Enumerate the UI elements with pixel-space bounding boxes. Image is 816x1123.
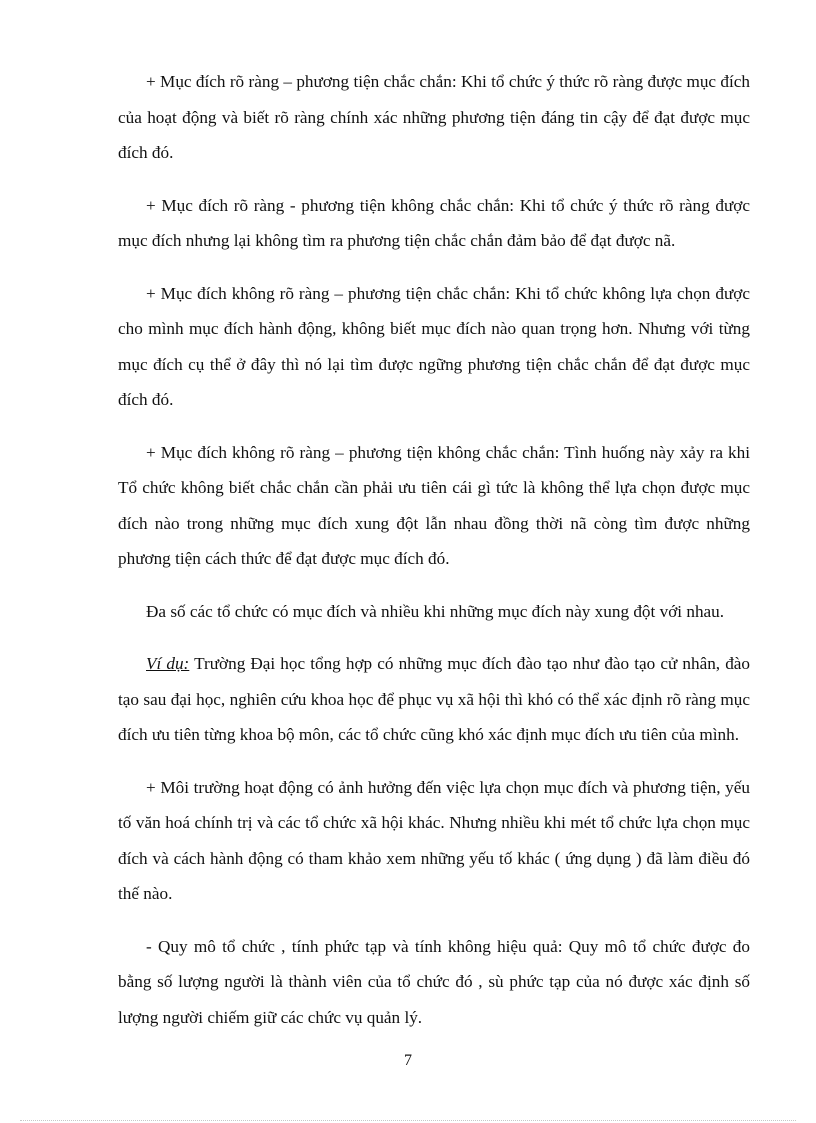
paragraph-unclear-goal-unsure-means <box>118 435 750 577</box>
paragraph-text: + Mục đích không rõ ràng – phương tiện chắc chắn: Khi tổ chức không lựa chọn được cho mình mục đích hành động, không biết mục đích nào quan trọng hơn. Nhưng với từng mục đích cụ thể ở đây thì nó lại tìm được ngững phương tiện chắc chắn để đạt được mục đích đó. <box>118 283 750 409</box>
paragraph-text: Trường Đại học tổng hợp có những mục đích đào tạo như đào tạo cử nhân, đào tạo sau đại học, nghiên cứu khoa học để phục vụ xã hội thì khó có thể xác định rõ ràng mục đích ưu tiên từng khoa bộ môn, các tổ chức cũng khó xác định mục đích ưu tiên của mình. <box>118 654 751 744</box>
paragraph-clear-goal-sure-means <box>118 64 750 171</box>
paragraph-environment <box>118 770 750 912</box>
page-bottom-divider <box>20 1120 796 1121</box>
paragraph-clear-goal-unsure-means <box>118 188 750 259</box>
example-label: Ví dụ: <box>146 654 190 673</box>
paragraph-text: - Quy mô tổ chức , tính phức tạp và tính không hiệu quả: Quy mô tổ chức được đo bằng số lượng người là thành viên của tổ chức đó , sù phức tạp của nó được xác định số lượng người chiếm giữ các chức vụ quản lý. <box>118 936 750 1027</box>
paragraph-text: + Môi trường hoạt động có ảnh hưởng đến việc lựa chọn mục đích và phương tiện, yếu tố văn hoá chính trị và các tổ chức xã hội khác. Nhưng nhiều khi mét tổ chức lựa chọn mục đích và cách hành động có tham khảo xem những yếu tố khác ( ứng dụng ) đã làm điều đó thế nào. <box>118 777 750 903</box>
paragraph-conflicting-goals <box>118 594 750 630</box>
page-number: 7 <box>404 1052 412 1069</box>
paragraph-unclear-goal-sure-means <box>118 276 750 418</box>
paragraph-text: Đa số các tổ chức có mục đích và nhiều khi những mục đích này xung đột với nhau. <box>146 601 725 621</box>
paragraph-text: + Mục đích không rõ ràng – phương tiện không chắc chắn: Tình huống này xảy ra khi Tổ chức không biết chắc chắn cần phải ưu tiên cái gì tức là không thể lựa chọn được mục đích nào trong những mục đích xung đột lẫn nhau đồng thời nã còng tìm được những phương tiện cách thức để đạt được mục đích đó. <box>118 442 750 568</box>
paragraph-scale-complexity <box>118 929 750 1036</box>
paragraph-text: + Mục đích rõ ràng - phương tiện không chắc chắn: Khi tổ chức ý thức rõ ràng được mục đích nhưng lại không tìm ra phương tiện chắc chắn đảm bảo để đạt được nã. <box>118 195 750 250</box>
paragraph-text: + Mục đích rõ ràng – phương tiện chắc chắn: Khi tổ chức ý thức rõ ràng được mục đích của hoạt động và biết rõ ràng chính xác những phương tiện đáng tin cậy để đạt được mục đích đó. <box>118 72 750 162</box>
paragraph-example <box>118 646 750 753</box>
page-body <box>118 64 750 1049</box>
